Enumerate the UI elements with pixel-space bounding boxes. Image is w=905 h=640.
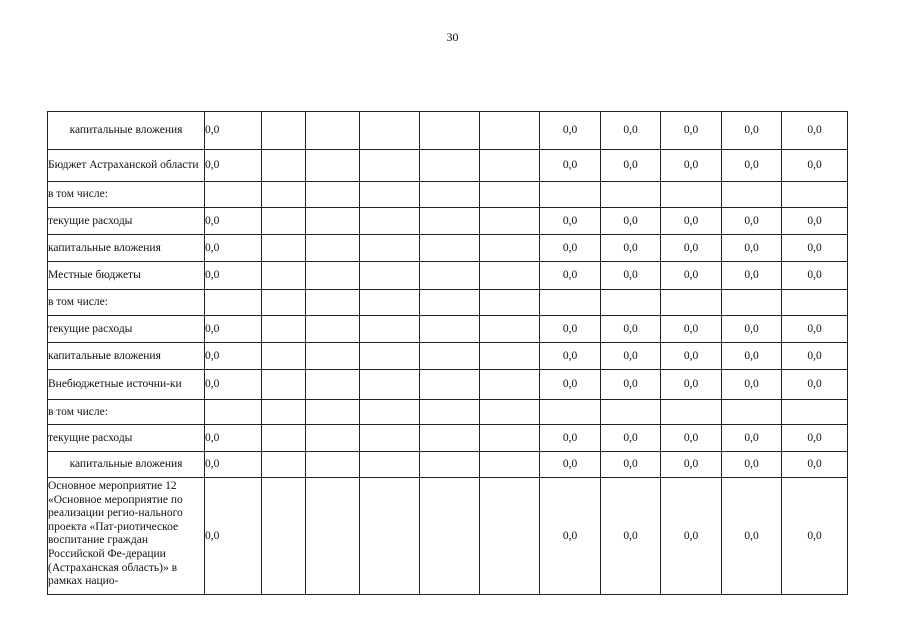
value-cell: 0,0 xyxy=(205,316,262,343)
value-cell xyxy=(262,316,306,343)
value-cell: 0,0 xyxy=(722,343,782,370)
value-cell xyxy=(420,400,480,425)
value-cell xyxy=(360,370,420,400)
value-cell: 0,0 xyxy=(601,235,661,262)
value-cell xyxy=(420,316,480,343)
value-cell xyxy=(420,370,480,400)
value-cell: 0,0 xyxy=(722,150,782,182)
value-cell xyxy=(480,182,540,208)
table-row xyxy=(48,182,848,208)
row-label: капитальные вложения xyxy=(48,343,205,370)
value-cell: 0,0 xyxy=(782,235,848,262)
value-cell xyxy=(262,478,306,595)
value-cell xyxy=(480,316,540,343)
table-row xyxy=(48,425,848,452)
value-cell xyxy=(306,208,360,235)
table-row xyxy=(48,235,848,262)
value-cell: 0,0 xyxy=(540,452,601,478)
value-cell xyxy=(420,452,480,478)
row-label: Местные бюджеты xyxy=(48,262,205,290)
table-row xyxy=(48,262,848,290)
value-cell xyxy=(480,370,540,400)
value-cell xyxy=(540,182,601,208)
value-cell xyxy=(420,290,480,316)
value-cell xyxy=(360,452,420,478)
table-row xyxy=(48,343,848,370)
table-row xyxy=(48,290,848,316)
value-cell: 0,0 xyxy=(722,452,782,478)
value-cell: 0,0 xyxy=(601,208,661,235)
value-cell: 0,0 xyxy=(782,150,848,182)
value-cell xyxy=(420,235,480,262)
value-cell: 0,0 xyxy=(205,150,262,182)
value-cell xyxy=(480,343,540,370)
value-cell xyxy=(205,290,262,316)
value-cell: 0,0 xyxy=(661,425,722,452)
value-cell xyxy=(661,400,722,425)
value-cell xyxy=(360,182,420,208)
value-cell xyxy=(306,182,360,208)
row-label: в том числе: xyxy=(48,182,205,208)
value-cell: 0,0 xyxy=(782,112,848,150)
value-cell xyxy=(360,262,420,290)
value-cell xyxy=(306,235,360,262)
row-label: текущие расходы xyxy=(48,425,205,452)
value-cell xyxy=(782,290,848,316)
value-cell xyxy=(306,370,360,400)
value-cell xyxy=(540,400,601,425)
value-cell: 0,0 xyxy=(540,425,601,452)
value-cell: 0,0 xyxy=(540,478,601,595)
value-cell xyxy=(306,316,360,343)
value-cell xyxy=(360,316,420,343)
value-cell xyxy=(360,400,420,425)
value-cell: 0,0 xyxy=(722,478,782,595)
value-cell: 0,0 xyxy=(661,452,722,478)
value-cell: 0,0 xyxy=(722,425,782,452)
table-row xyxy=(48,400,848,425)
value-cell xyxy=(420,262,480,290)
value-cell: 0,0 xyxy=(601,262,661,290)
value-cell xyxy=(420,182,480,208)
value-cell xyxy=(262,262,306,290)
value-cell: 0,0 xyxy=(782,452,848,478)
value-cell: 0,0 xyxy=(661,262,722,290)
value-cell: 0,0 xyxy=(205,370,262,400)
value-cell: 0,0 xyxy=(601,150,661,182)
row-label: в том числе: xyxy=(48,400,205,425)
value-cell xyxy=(661,182,722,208)
value-cell xyxy=(360,290,420,316)
value-cell: 0,0 xyxy=(782,425,848,452)
value-cell xyxy=(262,208,306,235)
value-cell: 0,0 xyxy=(782,370,848,400)
value-cell: 0,0 xyxy=(782,208,848,235)
value-cell xyxy=(262,370,306,400)
value-cell: 0,0 xyxy=(722,262,782,290)
value-cell: 0,0 xyxy=(601,370,661,400)
value-cell: 0,0 xyxy=(722,316,782,343)
row-label: капитальные вложения xyxy=(48,235,205,262)
value-cell xyxy=(661,290,722,316)
value-cell xyxy=(306,112,360,150)
value-cell xyxy=(306,290,360,316)
value-cell: 0,0 xyxy=(205,208,262,235)
value-cell: 0,0 xyxy=(540,112,601,150)
value-cell xyxy=(722,290,782,316)
value-cell xyxy=(420,150,480,182)
row-label: Основное мероприятие 12 «Основное мероприятие по реализации регио-нального проекта «Пат-риотическое воспитание граждан Российской Фе-дерации (Астраханская область)» в рамках нацио- xyxy=(48,478,205,595)
value-cell: 0,0 xyxy=(661,343,722,370)
value-cell: 0,0 xyxy=(540,370,601,400)
value-cell: 0,0 xyxy=(661,208,722,235)
value-cell xyxy=(480,452,540,478)
value-cell: 0,0 xyxy=(205,425,262,452)
value-cell xyxy=(262,425,306,452)
row-label: текущие расходы xyxy=(48,316,205,343)
value-cell: 0,0 xyxy=(540,150,601,182)
table-row xyxy=(48,208,848,235)
row-label: капитальные вложения xyxy=(48,112,205,150)
value-cell xyxy=(205,400,262,425)
row-label: Бюджет Астраханской области xyxy=(48,150,205,182)
value-cell xyxy=(360,478,420,595)
value-cell xyxy=(262,452,306,478)
value-cell xyxy=(480,262,540,290)
value-cell: 0,0 xyxy=(722,370,782,400)
value-cell xyxy=(360,150,420,182)
value-cell xyxy=(480,112,540,150)
row-label: Внебюджетные источни-ки xyxy=(48,370,205,400)
value-cell: 0,0 xyxy=(722,235,782,262)
value-cell: 0,0 xyxy=(661,478,722,595)
row-label: текущие расходы xyxy=(48,208,205,235)
value-cell xyxy=(306,262,360,290)
value-cell xyxy=(480,425,540,452)
value-cell xyxy=(540,290,601,316)
value-cell: 0,0 xyxy=(601,112,661,150)
value-cell: 0,0 xyxy=(540,262,601,290)
value-cell xyxy=(262,235,306,262)
value-cell xyxy=(360,425,420,452)
row-label: в том числе: xyxy=(48,290,205,316)
value-cell xyxy=(306,400,360,425)
value-cell: 0,0 xyxy=(601,343,661,370)
value-cell xyxy=(480,150,540,182)
value-cell: 0,0 xyxy=(601,478,661,595)
value-cell xyxy=(360,343,420,370)
value-cell: 0,0 xyxy=(205,112,262,150)
value-cell xyxy=(782,400,848,425)
value-cell xyxy=(782,182,848,208)
value-cell xyxy=(306,478,360,595)
value-cell xyxy=(306,150,360,182)
value-cell xyxy=(205,182,262,208)
table-row xyxy=(48,478,848,595)
value-cell: 0,0 xyxy=(722,112,782,150)
value-cell xyxy=(601,290,661,316)
value-cell: 0,0 xyxy=(601,452,661,478)
value-cell xyxy=(480,400,540,425)
value-cell: 0,0 xyxy=(661,370,722,400)
value-cell: 0,0 xyxy=(601,316,661,343)
table-row xyxy=(48,370,848,400)
value-cell xyxy=(262,112,306,150)
page-number: 30 xyxy=(446,30,459,44)
value-cell xyxy=(262,290,306,316)
value-cell: 0,0 xyxy=(540,208,601,235)
value-cell: 0,0 xyxy=(661,235,722,262)
value-cell xyxy=(480,235,540,262)
value-cell: 0,0 xyxy=(205,235,262,262)
table-row xyxy=(48,316,848,343)
value-cell xyxy=(262,150,306,182)
value-cell: 0,0 xyxy=(601,425,661,452)
value-cell xyxy=(420,425,480,452)
value-cell: 0,0 xyxy=(661,150,722,182)
value-cell: 0,0 xyxy=(205,343,262,370)
value-cell: 0,0 xyxy=(661,316,722,343)
row-label: капитальные вложения xyxy=(48,452,205,478)
value-cell: 0,0 xyxy=(205,478,262,595)
value-cell xyxy=(601,400,661,425)
value-cell: 0,0 xyxy=(782,478,848,595)
value-cell: 0,0 xyxy=(205,452,262,478)
value-cell xyxy=(262,400,306,425)
value-cell xyxy=(262,182,306,208)
value-cell xyxy=(420,343,480,370)
table-body xyxy=(48,112,848,595)
value-cell xyxy=(420,478,480,595)
value-cell xyxy=(601,182,661,208)
value-cell: 0,0 xyxy=(782,316,848,343)
value-cell: 0,0 xyxy=(661,112,722,150)
value-cell: 0,0 xyxy=(540,343,601,370)
value-cell: 0,0 xyxy=(782,343,848,370)
value-cell xyxy=(306,452,360,478)
value-cell xyxy=(480,208,540,235)
value-cell xyxy=(306,343,360,370)
value-cell: 0,0 xyxy=(205,262,262,290)
budget-table xyxy=(47,111,848,595)
value-cell xyxy=(722,182,782,208)
value-cell xyxy=(360,112,420,150)
value-cell xyxy=(360,208,420,235)
value-cell: 0,0 xyxy=(540,235,601,262)
table-row xyxy=(48,150,848,182)
value-cell xyxy=(360,235,420,262)
value-cell xyxy=(420,112,480,150)
value-cell xyxy=(480,290,540,316)
value-cell xyxy=(480,478,540,595)
table-row xyxy=(48,452,848,478)
value-cell xyxy=(722,400,782,425)
value-cell: 0,0 xyxy=(722,208,782,235)
value-cell xyxy=(306,425,360,452)
value-cell: 0,0 xyxy=(540,316,601,343)
value-cell xyxy=(420,208,480,235)
value-cell: 0,0 xyxy=(782,262,848,290)
value-cell xyxy=(262,343,306,370)
table-row xyxy=(48,112,848,150)
